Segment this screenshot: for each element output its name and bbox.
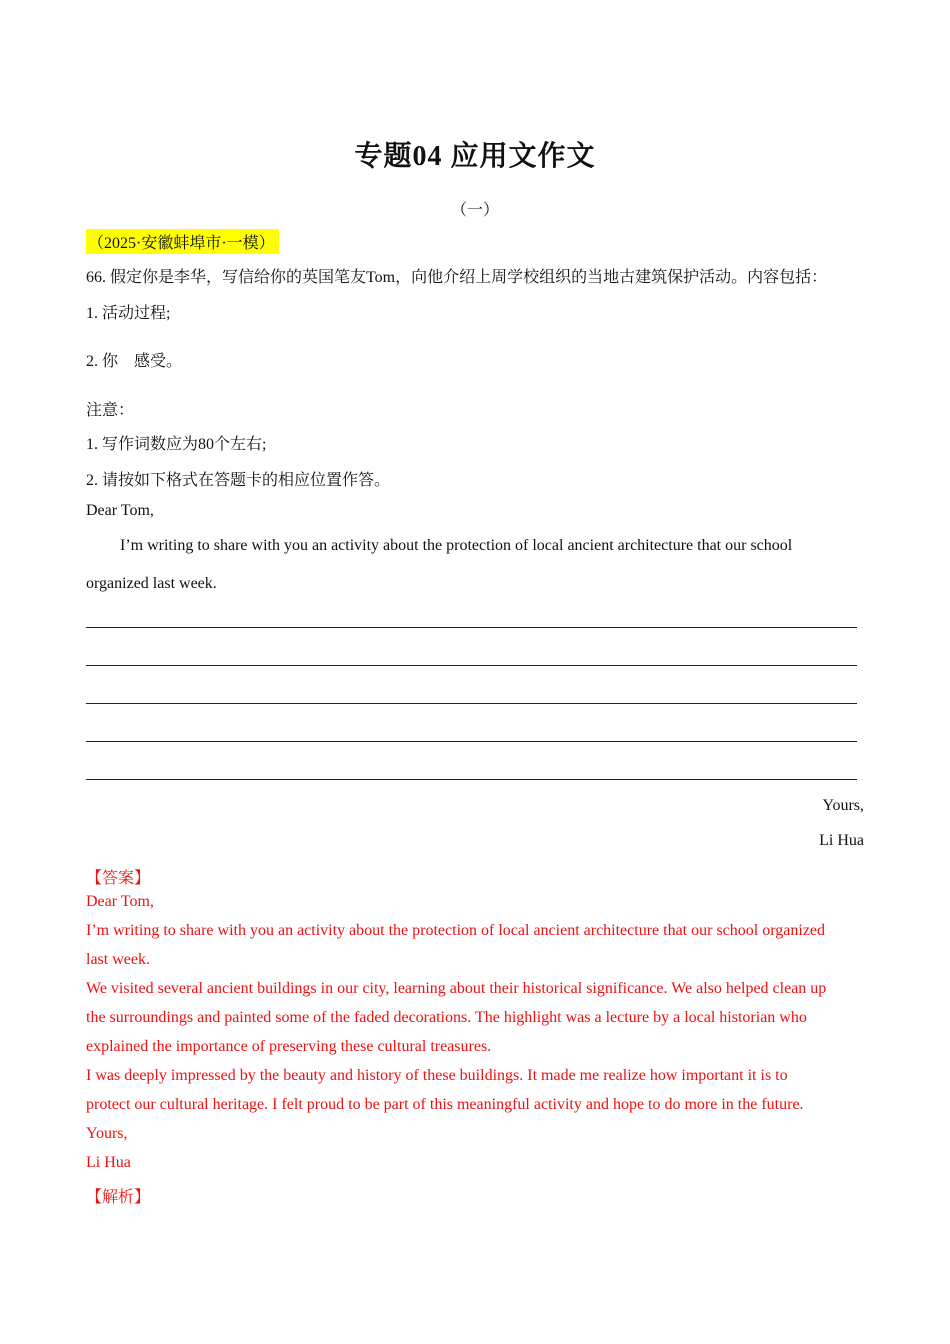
analysis-label: 【解析】	[86, 1189, 151, 1206]
answer-line: explained the importance of preserving these cultural treasures.	[86, 1038, 492, 1055]
content-point-1: 1. 活动过程;	[86, 305, 171, 322]
note-2: 2. 请按如下格式在答题卡的相应位置作答。	[86, 472, 391, 489]
letter-greeting: Dear Tom,	[86, 502, 154, 519]
answer-blank-line	[86, 665, 857, 666]
answer-blank-line	[86, 703, 857, 704]
answer-line: the surroundings and painted some of the faded decorations. The highlight was a lecture by a local historian who	[86, 1009, 807, 1026]
source-highlight: （2025·安徽蚌埠市·一模）	[86, 229, 279, 254]
answer-line: Yours,	[86, 1125, 128, 1142]
letter-opening-line-2: organized last week.	[86, 575, 217, 592]
answer-blank-line	[86, 627, 857, 628]
answer-line: Li Hua	[86, 1154, 131, 1171]
answer-blank-line	[86, 741, 857, 742]
answer-line: I was deeply impressed by the beauty and history of these buildings. It made me realize how important it is to	[86, 1067, 788, 1084]
letter-signature: Li Hua	[819, 832, 864, 849]
answer-line: I’m writing to share with you an activity about the protection of local ancient architecture that our school organized	[86, 922, 826, 939]
page-title: 专题04 应用文作文	[354, 141, 596, 172]
answer-line: Dear Tom,	[86, 893, 154, 910]
answer-label: 【答案】	[86, 870, 151, 887]
question-prompt: 66. 假定你是李华，写信给你的英国笔友Tom，向他介绍上周学校组织的当地古建筑保护活动。内容包括：	[86, 269, 828, 286]
answer-line: protect our cultural heritage. I felt proud to be part of this meaningful activity and hope to do more in the future.	[86, 1096, 804, 1113]
content-point-2: 2. 你 感受。	[86, 353, 183, 370]
answer-line: We visited several ancient buildings in our city, learning about their historical significance. We also helped clean up	[86, 980, 827, 997]
answer-line: last week.	[86, 951, 150, 968]
section-number: （一）	[450, 202, 499, 219]
letter-closing: Yours,	[822, 797, 864, 814]
answer-blank-line	[86, 779, 857, 780]
notes-label: 注意：	[86, 402, 135, 419]
note-1: 1. 写作词数应为80个左右;	[86, 436, 267, 453]
letter-opening-line-1: I’m writing to share with you an activity about the protection of local ancient architecture that our school	[120, 537, 793, 554]
